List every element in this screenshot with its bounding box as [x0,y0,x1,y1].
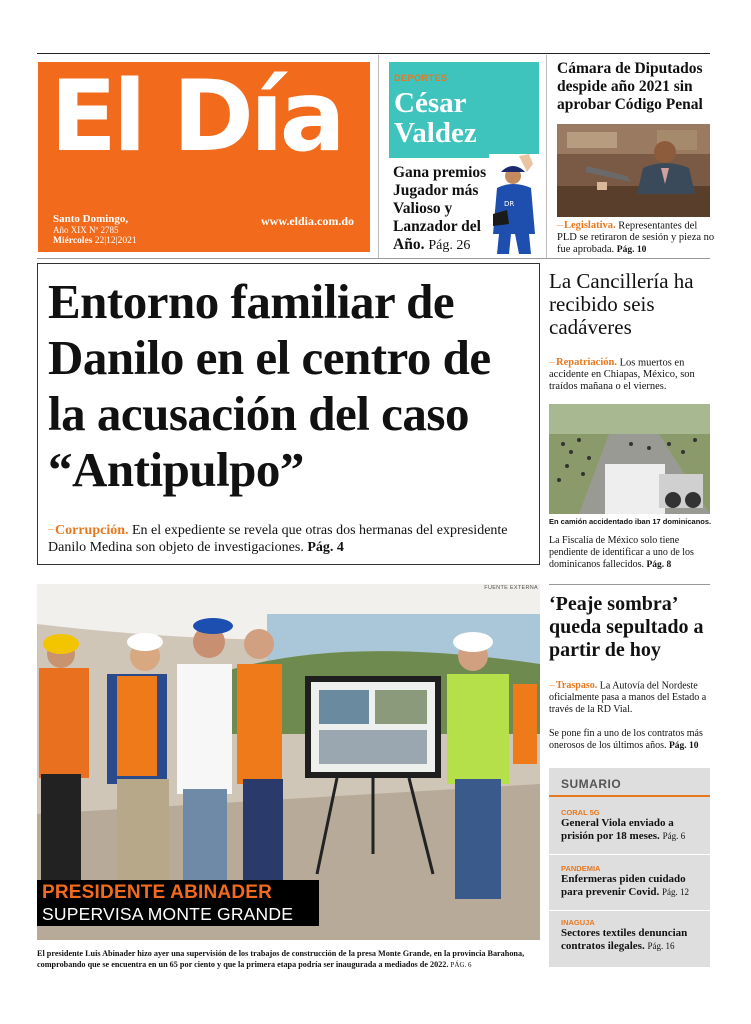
edition-date [53,236,137,246]
accident-photo [549,404,710,514]
page-ref: Pág. 8 [646,560,672,570]
summary-text: La Autovía del Nordeste oficialmente pasa a manos del Estado a través de la RD Vial. [549,680,707,716]
page-ref: Pág. 16 [647,941,675,951]
sumario-item[interactable] [561,808,707,843]
cancilleria-summary [549,357,714,393]
detail-text: La Fiscalía de México solo tiene pendiente de identificar a uno de los dominicanos fallecidos. [549,535,694,570]
summary-text: Representantes del PLD se retiraron de sesión y pieza no fue aprobada. [557,220,715,256]
page-ref: Pág. 12 [662,887,690,897]
main-photo-caption [37,948,547,971]
sports-name-line1: César [394,87,467,119]
cancilleria-detail [549,535,714,571]
edition-day: Miércoles [53,236,93,246]
sports-name-line2: Valdez [394,117,477,149]
sumario-item-text: Sectores textiles denuncian contratos ilegales. [561,927,688,952]
column-divider [546,55,547,259]
sumario-item-text: Enfermeras piden cuidado para prevenir Covid. [561,873,686,898]
sumario-kicker: INAGUJA [561,918,595,927]
sumario-text [561,817,707,843]
sumario-text [561,873,707,899]
keyword: — Legislativa. [557,220,616,231]
sumario-item-text: General Viola enviado a prisión por 18 meses. [561,817,674,842]
edition-issue: Año XIX Nº 2785 [53,225,119,235]
sumario-rule [549,795,710,797]
detail-text: Se pone fin a uno de los contratos más onerosos de los últimos años. [549,728,703,751]
edition-city: Santo Domingo, [53,213,129,225]
page-ref: PÁG. 6 [450,961,472,969]
main-deck [48,522,532,556]
page-ref: Pág. 26 [428,238,471,253]
cancilleria-headline[interactable]: La Cancillería ha recibido seis cadáveres [549,269,694,339]
sumario-title: SUMARIO [561,777,622,791]
top-rule [37,53,710,54]
peaje-headline[interactable]: ‘Peaje sombra’ queda sepultado a partir de hoy [549,593,704,661]
website-link[interactable]: www.eldia.com.do [261,214,354,228]
svg-text:DR: DR [504,200,515,208]
edition-date-value: 22|12|2021 [94,236,137,246]
deck-text: En el expediente se revela que otras dos hermanas del expresidente Danilo Medina son objeto de investigaciones. [48,523,508,556]
sumario-text [561,927,707,953]
logo: El Día [50,62,342,174]
top-right-summary [557,220,717,256]
main-headline[interactable]: Entorno familiar de Danilo en el centro de la acusación del caso “Antipulpo” [48,274,491,497]
photo-credit: FUENTE EXTERNA [484,585,538,591]
section-label: DEPORTES [394,73,448,83]
keyword: — Repatriación. [549,357,617,368]
page-ref: Pág. 4 [307,540,344,556]
page-ref: Pág. 6 [662,831,686,841]
peaje-detail [549,728,714,752]
masthead[interactable] [38,62,370,252]
keyword: — Corrupción. [48,523,129,538]
sports-headline [394,88,477,148]
section-rule [37,258,710,259]
sumario-item[interactable] [561,864,707,899]
photo-caption: En camión accidentado iban 17 dominicanos. [549,517,712,526]
sumario-separator [549,854,710,855]
baseball-player-photo [489,154,539,254]
sumario-box [549,768,710,967]
summary-text: Los muertos en accidente en Chiapas, México, son traídos mañana o el viernes. [549,357,695,393]
chamber-photo [557,124,710,217]
sumario-kicker: CORAL 5G [561,808,600,817]
peaje-summary [549,680,714,716]
sumario-item[interactable] [561,918,707,953]
photo-tag-line1: PRESIDENTE ABINADER [42,882,273,903]
photo-tag-line2: SUPERVISA MONTE GRANDE [42,904,294,924]
main-story[interactable] [37,263,540,565]
page-ref: Pág. 10 [616,245,647,256]
sumario-kicker: PANDEMIA [561,864,601,873]
sports-teaser[interactable] [389,62,539,254]
sports-desc-text: Gana premios Jugador más Valioso y Lanzador del Año. [393,164,487,253]
caption-text: El presidente Luis Abinader hizo ayer una supervisión de los trabajos de construcción de la presa Monte Grande, en la provincia Barahona, comprobando que se encuentra en un 65 por ciento y que la primera etapa podría ser inaugurada a mediados de 2022. [37,949,525,969]
sumario-separator [549,910,710,911]
page-ref: Pág. 10 [669,741,699,751]
column-divider [378,55,379,259]
section-rule [549,584,710,585]
sports-description [393,164,495,254]
keyword: — Traspaso. [549,680,597,691]
top-right-headline[interactable]: Cámara de Diputados despide año 2021 sin aprobar Código Penal [557,60,703,113]
